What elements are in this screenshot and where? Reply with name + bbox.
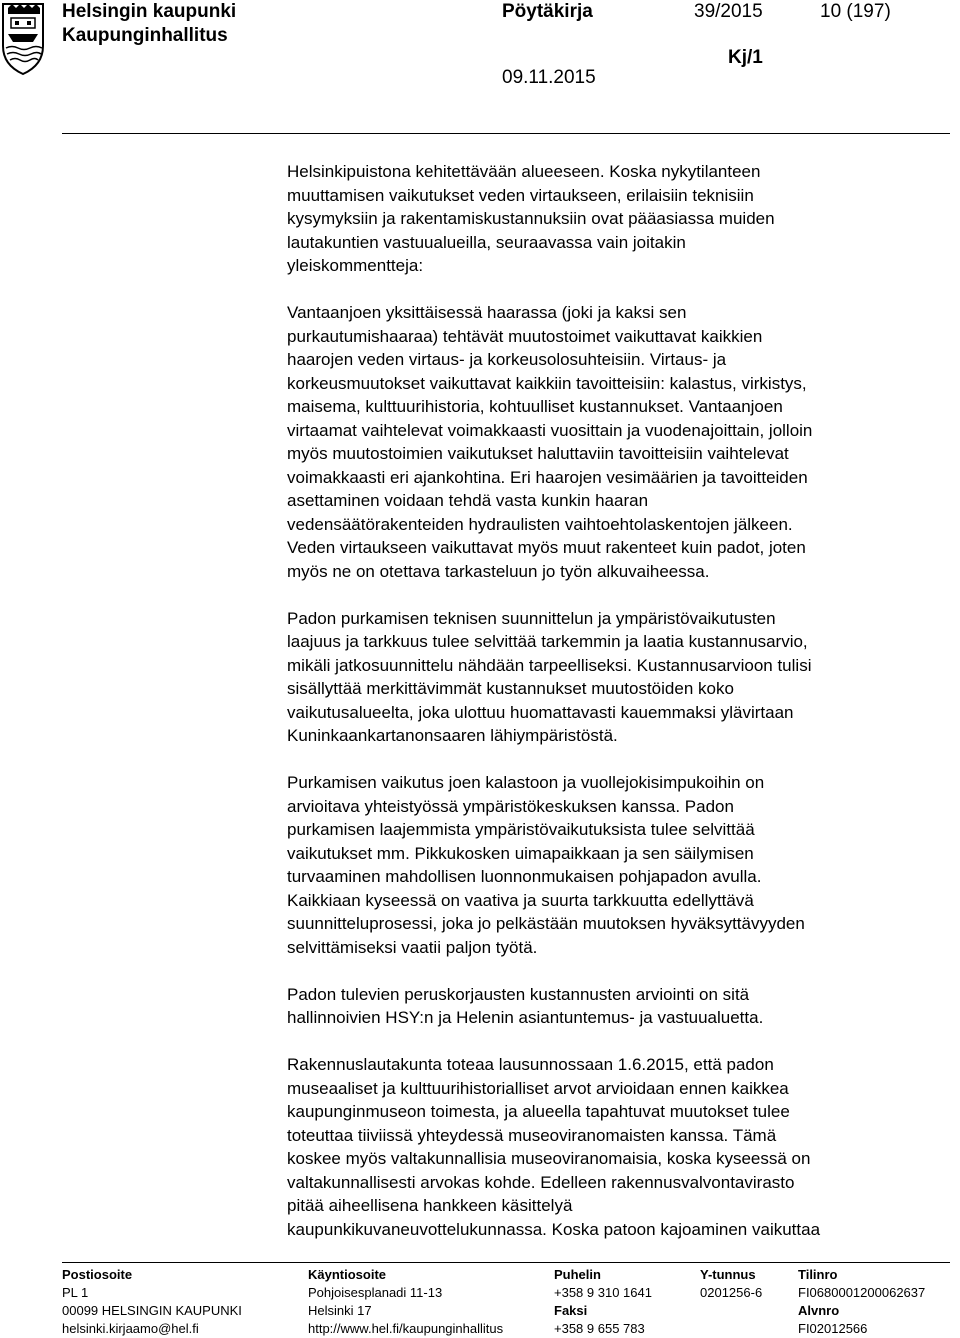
paragraph-line: voimakkaasti eri ajankohtina. Eri haarojen vesimäärien ja tavoitteiden [287,467,808,487]
header-divider [62,133,950,134]
paragraph-line: Padon purkamisen teknisen suunnittelun ja ympäristövaikutusten [287,608,776,628]
paragraph-line: Padon tulevien peruskorjausten kustannusten arviointi on sitä [287,984,750,1004]
footer-line: +358 9 655 783 [554,1321,645,1336]
meeting-date: 09.11.2015 [502,67,596,88]
document-type: Pöytäkirja [502,1,593,22]
page-number: 10 (197) [820,1,891,22]
footer-business-id [700,1266,762,1302]
body-paragraph [287,160,951,278]
footer-heading: Tilinro [798,1267,838,1282]
footer-line: FI0680001200062637 [798,1285,926,1300]
paragraph-line: sisällyttää merkittävimmät kustannukset muutostöiden koko [287,679,734,698]
footer-visiting-address [308,1266,503,1338]
footer-phone [554,1266,652,1338]
paragraph-line: arvioitava yhteistyössä ympäristökeskuksen kanssa. Padon [287,796,734,816]
paragraph-line: kaupunkikuvaneuvottelukunnassa. Koska patoon kajoaminen vaikuttaa [287,1219,821,1239]
paragraph-line: vedensäätörakenteiden hydraulisten vaihtoehtolaskentojen jälkeen. [287,514,793,534]
footer-line: +358 9 310 1641 [554,1285,652,1300]
paragraph-line: myös ne on otettava tarkasteluun jo työn alkuvaiheessa. [287,561,710,581]
footer-line: helsinki.kirjaamo@hel.fi [62,1321,199,1336]
paragraph-line: turvaaminen mahdollisen luonnonmukaisen pohjapadon avulla. [287,867,762,886]
footer-heading: Puhelin [554,1267,601,1282]
paragraph-line: vaikutusalueelta, joka ulottuu huomattavasti kauemmaksi ylävirtaan [287,702,794,722]
paragraph-line: korkeusmuutokset vaikuttavat kaikkiin tavoitteisiin: kalastus, virkistys, [287,373,807,393]
footer-postal-address [62,1266,242,1338]
paragraph-line: muuttamisen vaikutukset veden virtaukseen, erilaisiin teknisiin [287,185,754,205]
paragraph-line: Helsinkipuistona kehitettävään alueeseen. Koska nykytilanteen [287,162,761,181]
paragraph-line: maisema, kulttuurihistoria, kohtuulliset kustannukset. Vantaanjoen [287,397,783,416]
body-paragraph [287,983,951,1030]
footer-line: PL 1 [62,1285,89,1300]
body-paragraph [287,607,951,748]
paragraph-line: Purkamisen vaikutus joen kalastoon ja vuollejokisimpukoihin on [287,773,765,792]
paragraph-line: kysymyksiin ja rakentamiskustannuksiin ovat pääasiassa muiden [287,209,775,228]
footer-heading: Y-tunnus [700,1267,756,1282]
footer-line: FI02012566 [798,1321,868,1336]
paragraph-line: myös muutostoimien vaikutukset haluttaviin tavoitteisiin vaihtelevat [287,444,789,463]
helsinki-crest-logo [0,0,46,76]
paragraph-line: purkamisen laajemmista ympäristövaikutuksista tulee selvittää [287,820,755,839]
paragraph-line: Rakennuslautakunta toteaa lausunnossaan 1.6.2015, että padon [287,1055,774,1074]
paragraph-line: mikäli jatkosuunnittelu nähdään tarpeelliseksi. Kustannusarvioon tulisi [287,655,812,675]
paragraph-line: toteuttaa tiiviissä yhteydessä museoviranomaisten kanssa. Tämä [287,1125,777,1145]
paragraph-line: vaikutukset mm. Pikkukosken uimapaikkaan ja sen säilymisen [287,843,754,863]
paragraph-line: kaupunginmuseon toimesta, ja alueella tapahtuvat muutokset tulee [287,1102,790,1121]
footer-divider [62,1262,950,1263]
body-name: Kaupunginhallitus [62,25,228,46]
body-paragraph [287,301,951,583]
paragraph-line: lautakuntien vastuualueilla, seuraavassa vain joitakin [287,232,686,252]
paragraph-line: selvittämiseksi vaatii paljon työtä. [287,937,538,957]
paragraph-line: pitää aiheellisena hankkeen käsittelyä [287,1196,573,1215]
paragraph-line: hallinnoivien HSY:n ja Helenin asiantuntemus- ja vastuualuetta. [287,1008,764,1027]
footer-line: Helsinki 17 [308,1303,372,1318]
document-body [287,160,951,1241]
paragraph-line: yleiskommentteja: [287,256,424,275]
paragraph-line: valtakunnallisesti arvokas kohde. Edelleen rakennusvalvontavirasto [287,1172,795,1192]
section-code: Kj/1 [728,47,763,68]
body-paragraph [287,771,951,959]
paragraph-line: Kuninkaankartanonsaaren lähiympäristöstä. [287,726,618,745]
paragraph-line: purkautumishaaraa) tehtävät muutostoimet vaikuttavat kaikkien [287,326,763,346]
paragraph-line: koskee myös valtakunnallisia museoviranomaisia, koska kyseessä on [287,1149,811,1168]
paragraph-line: Kaikkiaan kyseessä on vaativa ja suurta tarkkuutta edellyttävä [287,890,754,910]
paragraph-line: Vantaanjoen yksittäisessä haarassa (joki ja kaksi sen [287,303,687,322]
footer-heading: Käyntiosoite [308,1267,387,1282]
footer-heading: Alvnro [798,1303,840,1318]
paragraph-line: laajuus ja tarkkuus tulee selvittää tarkemmin ja laatia kustannusarvio, [287,632,808,651]
footer-heading: Postiosoite [62,1267,133,1282]
footer-line: 00099 HELSINGIN KAUPUNKI [62,1303,242,1318]
footer-heading: Faksi [554,1303,588,1318]
organization-name: Helsingin kaupunki [62,1,237,22]
paragraph-line: asettaminen voidaan tehdä vasta kunkin haaran [287,491,649,510]
paragraph-line: haarojen veden virtaus- ja korkeusolosuhteisiin. Virtaus- ja [287,350,727,369]
paragraph-line: virtaamat vaihtelevat voimakkaasti vuosittain ja vuodenajoittain, jolloin [287,420,813,440]
paragraph-line: museaaliset ja kulttuurihistorialliset arvot arvioidaan ennen kaikkea [287,1078,789,1098]
document-number: 39/2015 [694,1,763,22]
paragraph-line: suunnitteluprosessi, joka jo pelkästään muutoksen hyväksyttävyyden [287,914,805,933]
footer-account [798,1266,925,1338]
footer-line: 0201256-6 [700,1285,763,1300]
footer-link[interactable]: http://www.hel.fi/kaupunginhallitus [308,1321,504,1336]
footer-line: Pohjoisesplanadi 11-13 [308,1285,443,1300]
paragraph-line: Veden virtaukseen vaikuttavat myös muut rakenteet kuin padot, joten [287,538,806,557]
body-paragraph [287,1053,951,1241]
